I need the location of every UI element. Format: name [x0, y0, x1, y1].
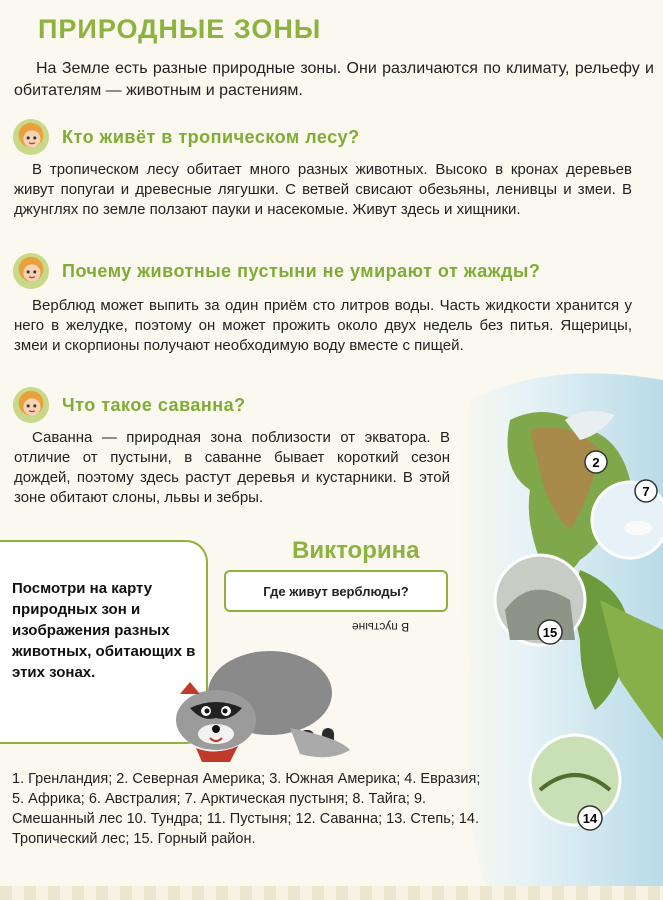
svg-text:2: 2: [592, 455, 600, 470]
section-question: Кто живёт в тропическом лесу?: [62, 126, 360, 147]
svg-text:14: 14: [582, 811, 598, 826]
quiz-prompt: Посмотри на карту природных зон и изображения разных животных, обитающих в этих зонах.: [12, 580, 196, 681]
svg-text:15: 15: [542, 625, 558, 640]
section-text: В тропическом лесу обитает много разных животных. Высоко в кронах деревьев живут попугаи и древесные лягушки. С ветвей свисают обезьяны, ленивцы и змеи. В джунглях по земле ползают пауки и насекомые. Живут здесь и хищники.: [14, 161, 632, 218]
intro-paragraph: На Земле есть разные природные зоны. Они различаются по климату, рельефу и обитателям — животным и растениям.: [14, 60, 654, 99]
page-title: ПРИРОДНЫЕ ЗОНЫ: [38, 14, 322, 44]
section-question: Что такое саванна?: [62, 394, 246, 415]
quiz-title: Викторина: [292, 537, 420, 564]
girl-avatar-icon: [12, 386, 50, 424]
section-3-heading: [12, 386, 246, 424]
quiz-question: Где живут верблюды?: [224, 570, 448, 612]
decorative-border: [0, 886, 663, 900]
svg-text:7: 7: [642, 484, 650, 499]
map-marker: [538, 620, 562, 644]
map-marker: [578, 806, 602, 830]
girl-avatar-icon: [12, 252, 50, 290]
section-1-heading: [12, 118, 360, 156]
section-question: Почему животные пустыни не умирают от жажды?: [62, 260, 541, 281]
section-2-heading: [12, 252, 540, 290]
map-marker: [585, 451, 607, 473]
map-marker: [635, 480, 657, 502]
section-text: Верблюд может выпить за один приём сто литров воды. Часть жидкости хранится у него в желудке, поэтому он может прожить около двух недель без питья. Ящерицы, змеи и скорпионы получают необходимую воду вместе с пищей.: [14, 297, 632, 354]
girl-avatar-icon: [12, 118, 50, 156]
quiz-answer-upside-down: В пустыне: [352, 620, 410, 634]
map-legend: 1. Гренландия; 2. Северная Америка; 3. Южная Америка; 4. Евразия; 5. Африка; 6. Австралия; 7. Арктическая пустыня; 8. Тайга; 9. Смешанный лес 10. Тундра; 11. Пустыня; 12. Саванна; 13. Степь; 14. Тропический лес; 15. Горный район.: [12, 771, 481, 847]
section-text: Саванна — природная зона поблизости от экватора. В отличие от пустыни, в саванне бывает короткий сезон дождей, поэтому здесь растут деревья и кустарники. В этой зоне обитают слоны, львы и зебры.: [14, 429, 450, 506]
raccoon-illustration: [150, 638, 360, 768]
